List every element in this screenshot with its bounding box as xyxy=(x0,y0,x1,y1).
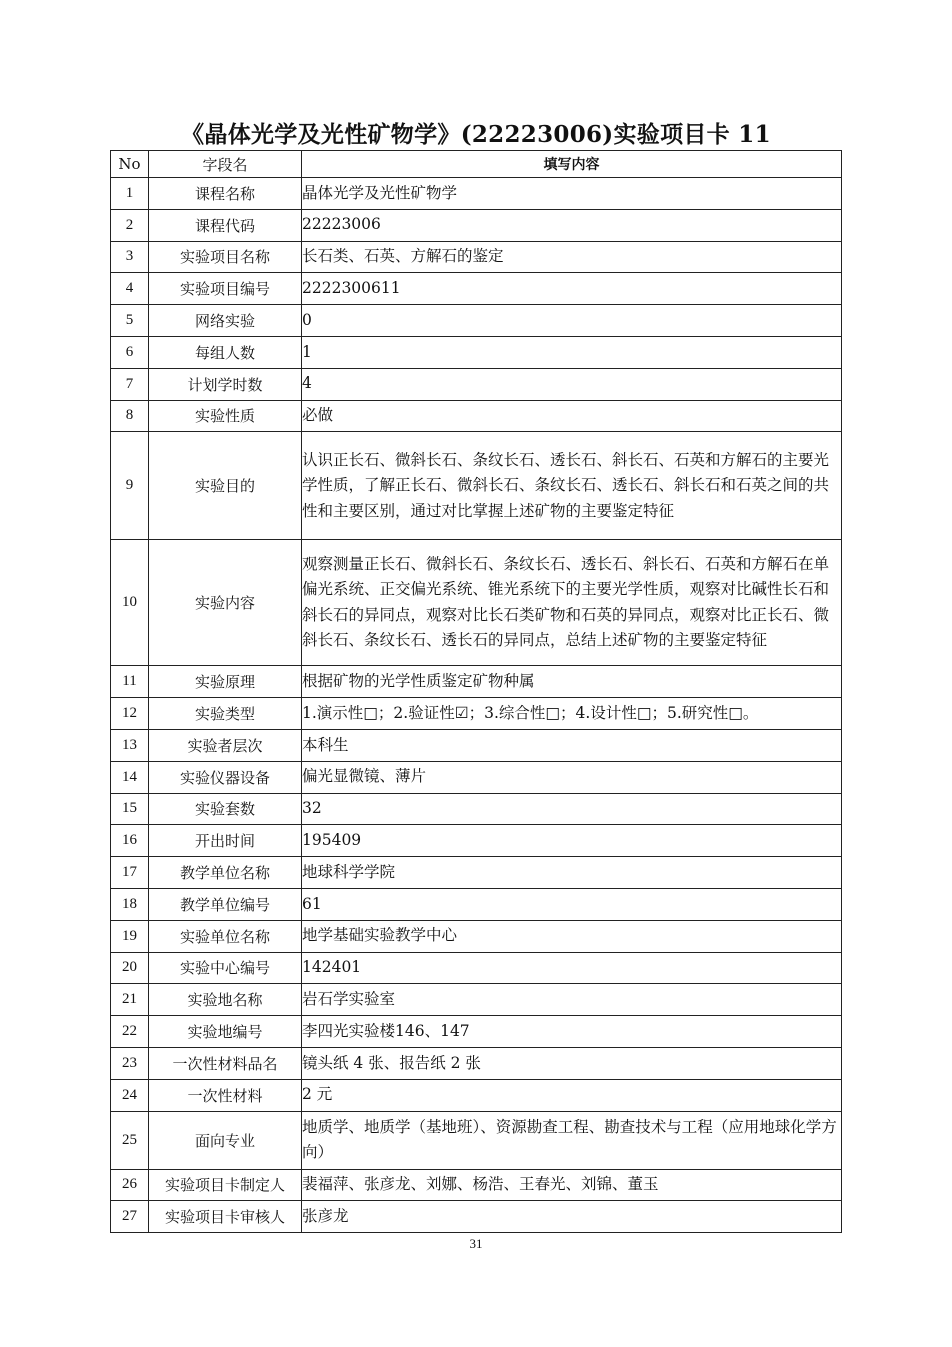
table-row xyxy=(111,984,842,1016)
table-row xyxy=(111,825,842,857)
row-value: 地球科学学院 xyxy=(302,857,842,889)
table-row xyxy=(111,1111,842,1169)
row-field: 实验套数 xyxy=(149,793,302,825)
row-field: 计划学时数 xyxy=(149,368,302,400)
table-header-row xyxy=(111,151,842,178)
row-no: 24 xyxy=(111,1079,149,1111)
table-row xyxy=(111,1169,842,1201)
row-no: 20 xyxy=(111,952,149,984)
row-no: 19 xyxy=(111,920,149,952)
table-row xyxy=(111,241,842,273)
row-value: 4 xyxy=(302,368,842,400)
row-value: 142401 xyxy=(302,952,842,984)
row-value: 本科生 xyxy=(302,729,842,761)
row-value: 张彦龙 xyxy=(302,1201,842,1233)
row-field: 实验项目编号 xyxy=(149,273,302,305)
table-row xyxy=(111,666,842,698)
row-value-experiment-type: 1.演示性□；2.验证性☑；3.综合性□；4.设计性□；5.研究性□。 xyxy=(302,698,842,730)
row-value: 必做 xyxy=(302,400,842,432)
row-field: 实验项目卡审核人 xyxy=(149,1201,302,1233)
row-no: 16 xyxy=(111,825,149,857)
row-no: 14 xyxy=(111,761,149,793)
row-value: 61 xyxy=(302,888,842,920)
row-field: 实验目的 xyxy=(149,432,302,540)
table-row xyxy=(111,336,842,368)
row-field: 教学单位名称 xyxy=(149,857,302,889)
row-field: 开出时间 xyxy=(149,825,302,857)
row-no: 15 xyxy=(111,793,149,825)
table-row xyxy=(111,698,842,730)
row-field: 课程名称 xyxy=(149,178,302,210)
table-row xyxy=(111,888,842,920)
row-value: 根据矿物的光学性质鉴定矿物种属 xyxy=(302,666,842,698)
row-field: 实验项目名称 xyxy=(149,241,302,273)
row-field: 实验地编号 xyxy=(149,1016,302,1048)
row-field: 一次性材料品名 xyxy=(149,1047,302,1079)
table-row xyxy=(111,761,842,793)
page-number: 31 xyxy=(469,1236,483,1251)
row-field: 实验内容 xyxy=(149,540,302,666)
table-row xyxy=(111,178,842,210)
header-value: 填写内容 xyxy=(302,151,842,178)
table-row xyxy=(111,400,842,432)
row-no: 5 xyxy=(111,305,149,337)
header-field: 字段名 xyxy=(149,151,302,178)
row-value: 认识正长石、微斜长石、条纹长石、透长石、斜长石、石英和方解石的主要光学性质，了解正长石、微斜长石、条纹长石、透长石、斜长石和石英之间的共性和主要区别，通过对比掌握上述矿物的主要鉴定特征 xyxy=(302,432,842,540)
row-no: 23 xyxy=(111,1047,149,1079)
table-row xyxy=(111,729,842,761)
table-row xyxy=(111,209,842,241)
row-value: 2222300611 xyxy=(302,273,842,305)
table-row xyxy=(111,1079,842,1111)
row-field: 网络实验 xyxy=(149,305,302,337)
row-value: 观察测量正长石、微斜长石、条纹长石、透长石、斜长石、石英和方解石在单偏光系统、正交偏光系统、锥光系统下的主要光学性质，观察对比碱性长石和斜长石的异同点，观察对比长石类矿物和石英的异同点，观察对比正长石、微斜长石、条纹长石、透长石的异同点，总结上述矿物的主要鉴定特征 xyxy=(302,540,842,666)
row-field: 课程代码 xyxy=(149,209,302,241)
row-no: 10 xyxy=(111,540,149,666)
row-value: 偏光显微镜、薄片 xyxy=(302,761,842,793)
row-no: 12 xyxy=(111,698,149,730)
row-field: 一次性材料 xyxy=(149,1079,302,1111)
row-value: 22223006 xyxy=(302,209,842,241)
row-no: 17 xyxy=(111,857,149,889)
row-field: 实验者层次 xyxy=(149,729,302,761)
row-no: 6 xyxy=(111,336,149,368)
row-value: 0 xyxy=(302,305,842,337)
table-row xyxy=(111,857,842,889)
row-value: 1 xyxy=(302,336,842,368)
row-field: 实验原理 xyxy=(149,666,302,698)
row-field: 实验中心编号 xyxy=(149,952,302,984)
table-row xyxy=(111,305,842,337)
table-row xyxy=(111,273,842,305)
row-value: 195409 xyxy=(302,825,842,857)
table-row xyxy=(111,920,842,952)
row-field: 实验类型 xyxy=(149,698,302,730)
row-field: 实验仪器设备 xyxy=(149,761,302,793)
table-row xyxy=(111,1047,842,1079)
table-row xyxy=(111,540,842,666)
row-field: 面向专业 xyxy=(149,1111,302,1169)
row-value: 镜头纸 4 张、报告纸 2 张 xyxy=(302,1047,842,1079)
row-value: 晶体光学及光性矿物学 xyxy=(302,178,842,210)
row-value: 岩石学实验室 xyxy=(302,984,842,1016)
row-field: 实验项目卡制定人 xyxy=(149,1169,302,1201)
row-no: 25 xyxy=(111,1111,149,1169)
row-no: 7 xyxy=(111,368,149,400)
row-no: 18 xyxy=(111,888,149,920)
row-value: 李四光实验楼146、147 xyxy=(302,1016,842,1048)
row-no: 1 xyxy=(111,178,149,210)
row-no: 3 xyxy=(111,241,149,273)
table-row xyxy=(111,1016,842,1048)
table-row xyxy=(111,432,842,540)
table-row xyxy=(111,793,842,825)
table-row xyxy=(111,952,842,984)
row-value: 地学基础实验教学中心 xyxy=(302,920,842,952)
page-title: 《晶体光学及光性矿物学》(22223006)实验项目卡 11 xyxy=(181,121,771,148)
table-row xyxy=(111,368,842,400)
table-row xyxy=(111,1201,842,1233)
row-value: 地质学、地质学（基地班）、资源勘查工程、勘查技术与工程（应用地球化学方向） xyxy=(302,1111,842,1169)
experiment-card-table xyxy=(110,150,842,1233)
row-no: 4 xyxy=(111,273,149,305)
row-no: 21 xyxy=(111,984,149,1016)
row-field: 实验性质 xyxy=(149,400,302,432)
row-field: 实验地名称 xyxy=(149,984,302,1016)
row-no: 8 xyxy=(111,400,149,432)
row-value: 裴福萍、张彦龙、刘娜、杨浩、王春光、刘锦、董玉 xyxy=(302,1169,842,1201)
row-field: 教学单位编号 xyxy=(149,888,302,920)
row-field: 每组人数 xyxy=(149,336,302,368)
row-no: 13 xyxy=(111,729,149,761)
row-no: 9 xyxy=(111,432,149,540)
row-value: 32 xyxy=(302,793,842,825)
row-no: 11 xyxy=(111,666,149,698)
row-no: 22 xyxy=(111,1016,149,1048)
header-no: No xyxy=(111,151,149,178)
row-no: 2 xyxy=(111,209,149,241)
row-value: 2 元 xyxy=(302,1079,842,1111)
row-no: 27 xyxy=(111,1201,149,1233)
row-no: 26 xyxy=(111,1169,149,1201)
row-value: 长石类、石英、方解石的鉴定 xyxy=(302,241,842,273)
row-field: 实验单位名称 xyxy=(149,920,302,952)
